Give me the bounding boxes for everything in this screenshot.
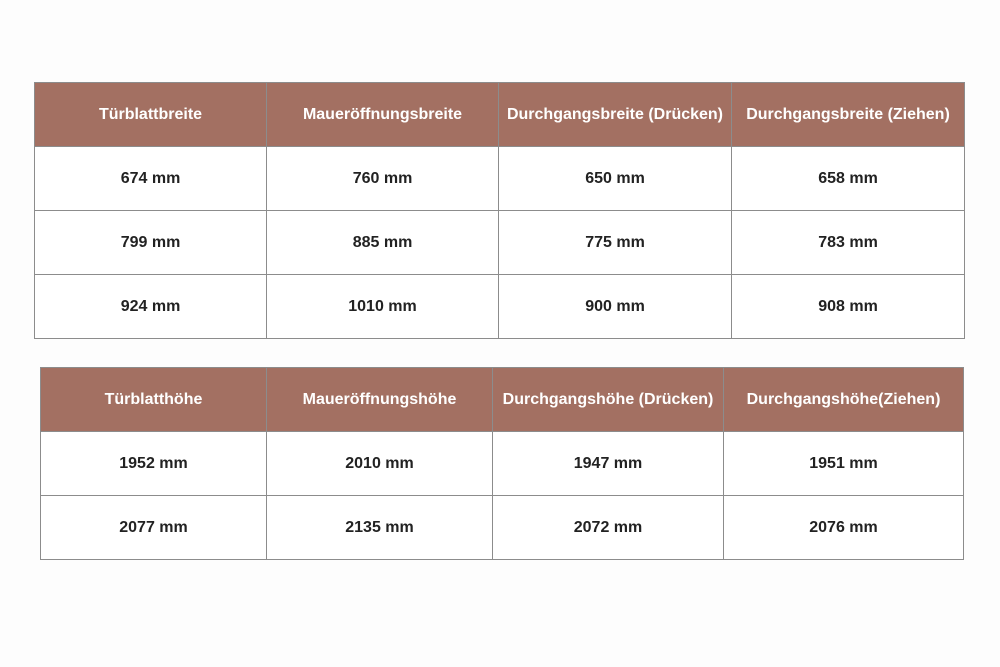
table-cell: 2077 mm [41,496,267,560]
table-row [41,432,964,496]
table-cell: 783 mm [732,211,965,275]
table-cell: 1951 mm [724,432,964,496]
table-row [35,147,965,211]
table-row [35,211,965,275]
table-cell: 924 mm [35,275,267,339]
column-header-tuerblattbreite: Türblattbreite [35,83,267,147]
column-header-tuerblatthoehe: Türblatthöhe [41,368,267,432]
table-cell: 775 mm [499,211,732,275]
table-cell: 674 mm [35,147,267,211]
table-header-row [35,83,965,147]
table-cell: 760 mm [267,147,499,211]
column-header-durchgangshoehe-ziehen: Durchgangshöhe(Ziehen) [724,368,964,432]
table-cell: 900 mm [499,275,732,339]
column-header-durchgangsbreite-druecken: Durchgangsbreite (Drücken) [499,83,732,147]
table-cell: 658 mm [732,147,965,211]
door-width-table [34,82,965,339]
column-header-durchgangsbreite-ziehen: Durchgangsbreite (Ziehen) [732,83,965,147]
column-header-durchgangshoehe-druecken: Durchgangshöhe (Drücken) [493,368,724,432]
table-cell: 1010 mm [267,275,499,339]
table-cell: 2076 mm [724,496,964,560]
table-header-row [41,368,964,432]
table-cell: 2010 mm [267,432,493,496]
door-height-table [40,367,964,560]
table-cell: 2072 mm [493,496,724,560]
table-cell: 650 mm [499,147,732,211]
table-cell: 799 mm [35,211,267,275]
table-cell: 908 mm [732,275,965,339]
column-header-maueroeffnungsbreite: Maueröffnungsbreite [267,83,499,147]
table-row [35,275,965,339]
column-header-maueroeffnungshoehe: Maueröffnungshöhe [267,368,493,432]
table-row [41,496,964,560]
table-cell: 1947 mm [493,432,724,496]
table-cell: 2135 mm [267,496,493,560]
table-cell: 885 mm [267,211,499,275]
table-cell: 1952 mm [41,432,267,496]
